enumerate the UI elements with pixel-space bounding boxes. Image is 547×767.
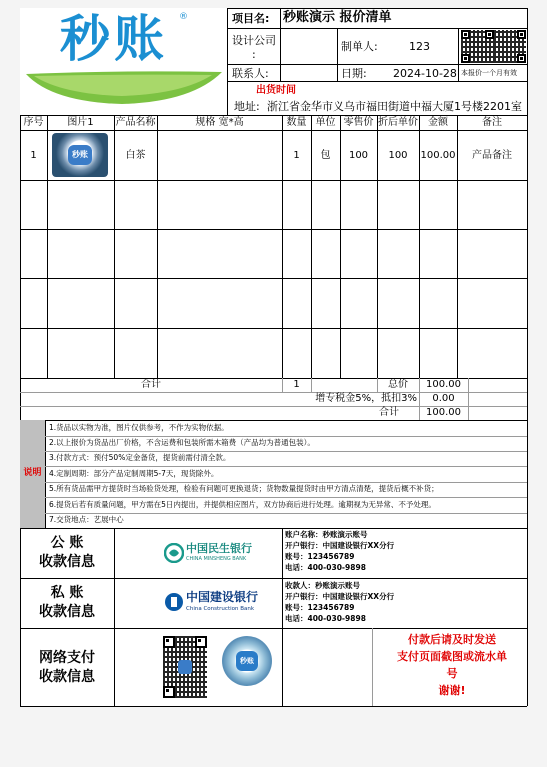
public-info-line: 账户名称：秒账演示账号: [285, 530, 368, 539]
header-qr-code-2: [494, 30, 526, 63]
public-info-line: 电话：400-030-9898: [285, 563, 366, 572]
notes-label: 说明: [23, 468, 42, 478]
validity-note: 本报价一个月有效: [461, 69, 517, 77]
column-header-spec: 规格 宽*高: [195, 117, 244, 128]
subtotal-label: 合计: [141, 379, 161, 390]
row-retail: 100: [348, 150, 369, 161]
column-header-image: 图片1: [67, 117, 94, 128]
mini-program-code: [222, 636, 272, 686]
project-label: 项目名:: [232, 12, 270, 25]
minsheng-bank-logo: [164, 541, 274, 567]
payment-reminder-line: 号: [446, 667, 458, 680]
minsheng-bank-icon: [164, 543, 184, 563]
shipping-time-label: 出货时间: [256, 85, 296, 96]
total-price-value: 100.00: [426, 379, 461, 390]
row-qty: 1: [293, 150, 300, 161]
mini-program-logo: 秒账: [236, 651, 258, 671]
registered-mark: ®: [179, 12, 188, 22]
column-header-amount: 金额: [428, 117, 448, 128]
payment-qr-logo: [178, 660, 192, 674]
online-payment-title: 网络支付: [39, 650, 95, 666]
row-index: 1: [30, 150, 37, 161]
payment-qr-code: [163, 636, 207, 698]
row-discount-price: 100: [388, 150, 408, 161]
grand-total-value: 100.00: [426, 407, 461, 418]
row-unit: 包: [320, 150, 331, 161]
ccb-bank-icon: [164, 592, 184, 612]
ccb-bank-logo: [164, 589, 274, 617]
payment-reminder-line: 付款后请及时发送: [408, 633, 496, 646]
note-item: 4.定制周期：部分产品定制周期5-7天，现货除外。: [49, 469, 219, 478]
minsheng-bank-name: 中国民生银行: [186, 542, 252, 555]
ccb-bank-name: 中国建设银行: [186, 590, 259, 604]
payment-reminder-line: 谢谢!: [438, 684, 466, 697]
row-product-name: 白茶: [125, 150, 146, 161]
note-item: 3.付款方式：预付50%定金备货，提货前需付清全款。: [49, 453, 231, 462]
grand-total-label: 合计: [379, 407, 399, 418]
row-note: 产品备注: [472, 150, 512, 161]
maker-label: 制单人:: [341, 40, 378, 53]
column-header-index: 序号: [23, 117, 44, 128]
minsheng-bank-name-en: CHINA MINSHENG BANK: [186, 556, 247, 562]
tax-label: 增专税金5%，抵扣3%: [315, 393, 417, 404]
column-header-unit: 单位: [315, 117, 336, 128]
address-label: 地址:: [234, 100, 260, 113]
private-info-line: 账号：123456789: [285, 603, 355, 612]
note-item: 6.提货后若有质量问题，甲方需在5日内提出，并提供相应图片，双方协商后进行处理。逾期视为无异常、不予处理。: [49, 500, 436, 509]
note-item: 2.以上报价为货品出厂价格，不含运费和包装所需木箱费（产品均为普通包装）。: [49, 438, 315, 447]
public-account-subtitle: 收款信息: [39, 554, 95, 570]
maker-value: 123: [409, 40, 430, 53]
total-price-label: 总价: [388, 379, 408, 390]
private-info-line: 电话：400-030-9898: [285, 614, 366, 623]
row-amount: 100.00: [420, 150, 456, 161]
product-image: [52, 133, 108, 177]
note-item: 1.货品以实物为准，图片仅供参考，不作为实物依据。: [49, 423, 229, 432]
contact-label: 联系人:: [232, 67, 269, 80]
online-payment-subtitle: 收款信息: [39, 669, 95, 685]
quotation-sheet: [20, 8, 527, 706]
designer-label: 设计公司: [232, 34, 276, 47]
subtotal-qty: 1: [293, 379, 300, 390]
tax-value: 0.00: [432, 393, 455, 404]
address-value: 浙江省金华市义乌市福田街道中福大厦1号楼2201室: [267, 100, 522, 113]
designer-colon: :: [252, 48, 256, 61]
public-info-line: 账号：123456789: [285, 552, 355, 561]
brand-logo-text: 秒账: [60, 10, 168, 68]
header-qr-code: [461, 30, 494, 63]
date-value: 2024-10-28: [393, 67, 457, 80]
column-header-discount: 折后单价: [378, 117, 418, 128]
brand-logo: [22, 8, 227, 112]
date-label: 日期:: [341, 67, 367, 80]
logo-swoosh: [22, 66, 227, 110]
note-item: 5.所有货品需甲方提货时当场验货处理，检验有问题可更换退货；货物数量提货时由甲方清点清楚，提货后概不补货；: [49, 484, 439, 493]
private-account-title: 私 账: [50, 585, 84, 601]
private-account-subtitle: 收款信息: [39, 604, 95, 620]
public-account-title: 公 账: [50, 535, 84, 551]
note-item: 7.交货地点：艺展中心: [49, 515, 124, 524]
column-header-product-name: 产品名称: [115, 117, 156, 128]
column-header-note: 备注: [482, 117, 502, 128]
private-info-line: 收款人：秒账演示账号: [285, 581, 360, 590]
project-value: 秒账演示 报价清单: [283, 10, 392, 25]
column-header-retail: 零售价: [343, 117, 374, 128]
private-info-line: 开户银行：中国建设银行XX分行: [285, 592, 395, 601]
public-info-line: 开户银行：中国建设银行XX分行: [285, 541, 395, 550]
product-image-logo: 秒账: [68, 145, 92, 165]
payment-reminder-line: 支付页面截图或流水单: [397, 650, 507, 663]
ccb-bank-name-en: China Construction Bank: [186, 606, 255, 612]
column-header-qty: 数量: [286, 117, 307, 128]
